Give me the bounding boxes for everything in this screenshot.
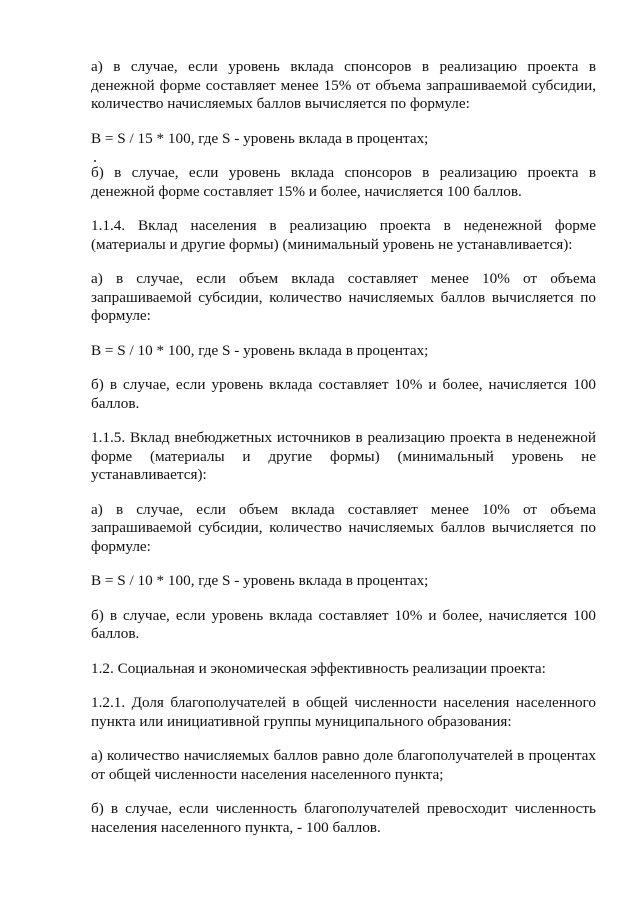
formula-sponsors: B = S / 15 * 100, где S - уровень вклада в процентах; <box>91 129 429 147</box>
paragraph-1-1-5-a: а) в случае, если объем вклада составляет менее 10% от объема запрашиваемой субсидии, количество начисляемых баллов вычисляется по формуле: <box>91 500 596 555</box>
formula-population: B = S / 10 * 100, где S - уровень вклада в процентах; <box>91 341 429 359</box>
paragraph-1-1-3-b: б) в случае, если уровень вклада спонсоров в реализацию проекта в денежной форме составляет 15% и более, начисляется 100 баллов. <box>91 164 596 200</box>
paragraph-1-2-1-a: а) количество начисляемых баллов равно доле благополучателей в процентах от общей численности населения населенного пункта; <box>91 747 596 783</box>
heading-1-1-4: 1.1.4. Вклад населения в реализацию проекта в неденежной форме (материалы и другие формы) (минимальный уровень не устанавливается): <box>91 217 596 253</box>
paragraph-1-1-3-a: а) в случае, если уровень вклада спонсоров в реализацию проекта в денежной форме составляет менее 15% от объема запрашиваемой субсидии, количество начисляемых баллов вычисляется по формуле: <box>91 58 596 112</box>
paragraph-1-1-4-b: б) в случае, если уровень вклада составляет 10% и более, начисляется 100 баллов. <box>91 376 596 412</box>
heading-1-2: 1.2. Социальная и экономическая эффективность реализации проекта: <box>91 659 546 677</box>
paragraph-1-1-4-a: а) в случае, если объем вклада составляет менее 10% от объема запрашиваемой субсидии, количество начисляемых баллов вычисляется по формуле: <box>91 270 596 324</box>
heading-1-2-1: 1.2.1. Доля благополучателей в общей численности населения населенного пункта или инициативной группы муниципального образования: <box>91 694 596 730</box>
paragraph-1-1-5-b: б) в случае, если уровень вклада составляет 10% и более, начисляется 100 баллов. <box>91 606 596 642</box>
document-page <box>91 58 596 853</box>
paragraph-1-2-1-b: б) в случае, если численность благополучателей превосходит численность населения населенного пункта, - 100 баллов. <box>91 800 596 836</box>
formula-extrabudgetary: B = S / 10 * 100, где S - уровень вклада в процентах; <box>91 572 429 589</box>
heading-1-1-5: 1.1.5. Вклад внебюджетных источников в реализацию проекта в неденежной форме (материалы и другие формы) (минимальный уровень не устанавливается): <box>91 429 596 483</box>
